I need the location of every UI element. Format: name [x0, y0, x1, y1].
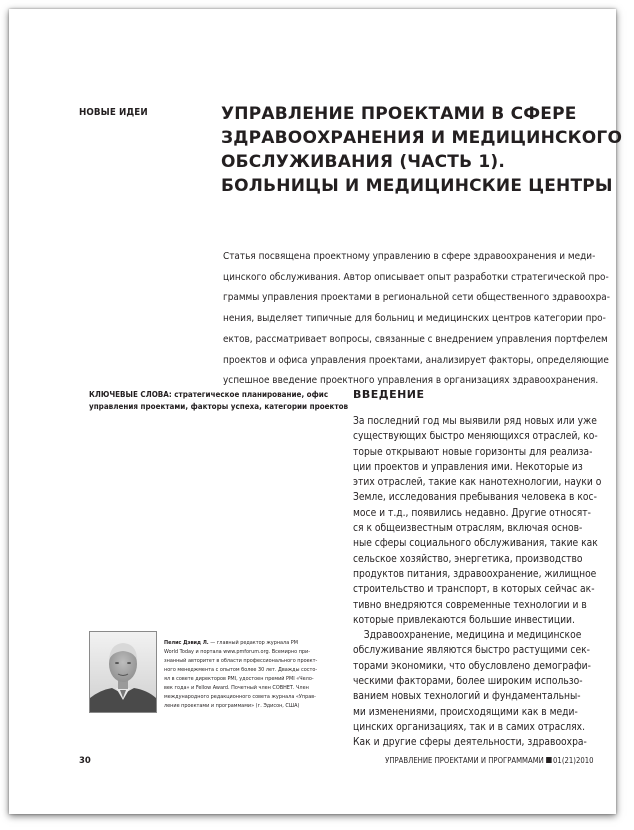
abstract [223, 247, 610, 392]
introduction-line: продуктов питания, здравоохранение, жилищное [353, 568, 597, 580]
author-bio-line: ление проектами и программами» (г. Эдисон, США) [164, 703, 300, 709]
author-bio-line: World Today и портала www.pmforum.org. Всемирно при- [164, 649, 311, 655]
keywords-label: КЛЮЧЕВЫЕ СЛОВА: [89, 390, 172, 399]
introduction-line: ся к общеизвестным отраслям, включая основ- [353, 523, 583, 535]
introduction-line: ции проектов и управления ими. Некоторые из [353, 461, 583, 473]
author-bio-text: — главный редактор журнала PM [208, 640, 299, 646]
introduction-line: существующих быстро меняющихся отраслей, ко- [353, 431, 598, 443]
introduction-line: сельское хозяйство, энергетика, производство [353, 553, 583, 565]
introduction-line: ванием новых технологий и фундаментальны- [353, 691, 581, 703]
journal-page [9, 9, 623, 814]
introduction-line: торые открывают новые горизонты для реализа- [353, 446, 593, 458]
introduction-line: ми изменениями, происходящими как в меди- [353, 706, 578, 718]
author-bio-line: век года» и Fellow Award. Почетный член СОВНЕТ. Член [164, 685, 309, 691]
footer-square-separator-icon [546, 757, 552, 763]
keywords-line [89, 389, 329, 401]
keywords-block [89, 389, 349, 413]
introduction-line: цинских организациях, так и в самих отраслях. [353, 721, 585, 733]
introduction-line: тивно внедряются современные технологии и в [353, 599, 587, 611]
introduction-line: этих отраслей, такие как нанотехнологии, науки о [353, 477, 602, 489]
abstract-line: граммы управления проектами в региональной сети общественного здравоохра- [223, 292, 610, 304]
keywords-text: стратегическое планирование, офис [171, 390, 329, 399]
keywords-line: управления проектами, факторы успеха, категории проектов [89, 402, 349, 411]
author-bio [164, 639, 334, 711]
title-line: БОЛЬНИЦЫ И МЕДИЦИНСКИЕ ЦЕНТРЫ [221, 176, 613, 196]
journal-footer [386, 756, 594, 765]
introduction-line: которые привлекаются большие инвестиции. [353, 614, 575, 626]
introduction-heading: ВВЕДЕНИЕ [353, 388, 425, 401]
abstract-line: проектов и офиса управления проектами, анализирует факторы, определяющие [223, 354, 609, 366]
author-bio-line: международного редакционного совета журнала «Управ- [164, 694, 316, 700]
author-bio-line: знанный авторитет в области профессионального проект- [164, 658, 318, 664]
abstract-line: успешное введение проектного управления в организациях здравоохранения. [223, 375, 599, 387]
introduction-line: торами экономики, что обусловлено демографи- [353, 660, 591, 672]
introduction-line: обслуживание являются быстро растущими сек- [353, 645, 590, 657]
abstract-line: нения, выделяет типичные для больниц и медицинских центров категории про- [223, 313, 606, 325]
journal-name: УПРАВЛЕНИЕ ПРОЕКТАМИ И ПРОГРАММАМИ [385, 756, 545, 765]
introduction-line: ческими факторами, более широким использо- [353, 676, 583, 688]
title-line: УПРАВЛЕНИЕ ПРОЕКТАМИ В СФЕРЕ [221, 104, 577, 124]
author-portrait-image [90, 632, 156, 712]
title-line: ЗДРАВООХРАНЕНИЯ И МЕДИЦИНСКОГО [221, 128, 623, 148]
author-bio-line: ял в совете директоров PMI, удостоен премий PMI «Чело- [164, 676, 314, 682]
abstract-line: Статья посвящена проектному управлению в сфере здравоохранения и меди- [223, 251, 596, 262]
title-line: ОБСЛУЖИВАНИЯ (ЧАСТЬ 1). [221, 152, 505, 172]
introduction-line: Как и другие сферы деятельности, здравоохра- [353, 737, 587, 749]
introduction-line: Здравоохранение, медицина и медицинское [363, 630, 582, 642]
introduction-line: За последний год мы выявили ряд новых или уже [353, 416, 597, 427]
introduction-line: ные сферы социального обслуживания, такие как [353, 538, 598, 550]
author-name: Пелис Дэвид Л. [164, 640, 209, 646]
author-photo [89, 631, 157, 713]
abstract-line: цинского обслуживания. Автор описывает опыт разработки стратегической про- [223, 271, 609, 283]
abstract-line: ектов, рассматривает вопросы, связанные с внедрением управления портфелем [223, 333, 608, 345]
author-bio-line: ного менеджмента с опытом более 30 лет. Дважды состо- [164, 667, 318, 673]
introduction-line: мосе и т.д., появились недавно. Другие относят- [353, 507, 591, 519]
page-number: 30 [79, 756, 91, 766]
section-tag: НОВЫЕ ИДЕИ [79, 107, 148, 118]
journal-issue: 01(21)2010 [553, 756, 594, 765]
introduction-line: строительство и транспорт, в которых сейчас ак- [353, 584, 595, 596]
author-bio-line [164, 639, 314, 648]
article-title [221, 102, 623, 198]
introduction-body [353, 414, 603, 751]
introduction-line: Земле, исследования пребывания человека в кос- [353, 492, 597, 504]
